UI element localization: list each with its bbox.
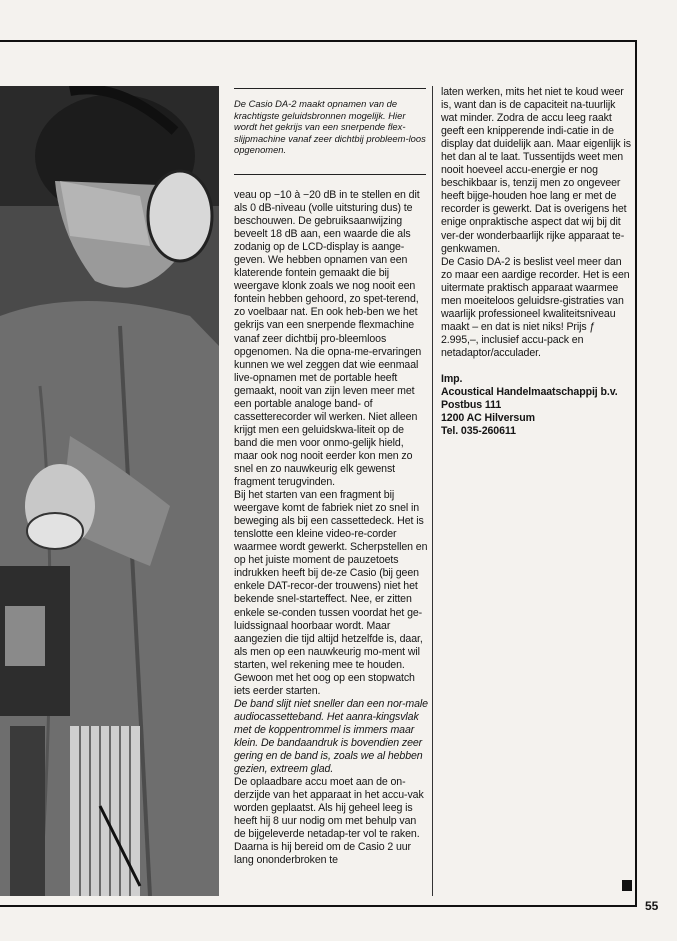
paragraph-italic: De band slijt niet sneller dan een nor-male audiocassetteband. Het aanra-kingsvlak met de koppentrommel is immers maar klein. De bandaandruk is bovendien zeer gering en de band is, zoals we al hebben gezien, extreem glad. [234, 697, 428, 776]
importer-name: Acoustical Handelmaatschappij b.v. [441, 386, 618, 399]
bottom-rule [0, 905, 637, 907]
column-divider [432, 86, 433, 896]
end-of-article-mark [622, 880, 632, 891]
caption-rule-bottom [234, 174, 426, 175]
importer-city: 1200 AC Hilversum [441, 412, 535, 425]
photo-recording-flex-grinder [0, 86, 219, 896]
right-border [635, 40, 637, 907]
article-column-2 [441, 86, 633, 438]
article-column-1 [234, 189, 428, 867]
paragraph: veau op −10 à −20 dB in te stellen en dit als 0 dB-niveau (volle uitsturing dus) te beschouwen. De gebruiksaanwijzing beveelt 18 dB aan, een waarde die als zodanig op de LCD-display is aange-geven. We hebben opnamen van een klaterende fontein gemaakt die bij weergave klonk zoals we nog nooit een fontein hebben gehoord, zo spet-terend, zo voelbaar nat. En ook heb-ben we het gekrijs van een snerpende flexmachine vanaf zeer dichtbij pro-bleemloos opgenomen. Na die opna-me-ervaringen kunnen we wel zeggen dat wie eenmaal live-opnamen met de portable heeft gemaakt, nooit van zijn leven meer met een portable analoge band- of cassetterecorder wil werken. Niet alleen krijgt men een geluidskwa-liteit op de band die men voor onmo-gelijk hield, maar ook nog nooit eerder kon men zo snel en zo nauwkeurig elk gewenst fragment terugvinden. [234, 189, 422, 489]
importer-phone: Tel. 035-260611 [441, 425, 516, 438]
page-number: 55 [645, 899, 659, 913]
paragraph: Bij het starten van een fragment bij weergave komt de fabriek niet zo snel in beweging als bij een cassettedeck. Het is tenslotte een kleine video-re-corder waarmee wordt gewerkt. Scherpstellen en op het juiste moment de pauzetoets indrukken heeft bij de-ze Casio (bij geen enkele DAT-recor-der trouwens) niet het bekende snel-starteffect. Nee, er zitten enkele se-conden tussen voordat het ge-luidssignaal hoorbaar wordt. Maar aangezien die tijd altijd hetzelfde is, daar, als men op een nauwkeurig mo-ment wil starten, wel rekening mee te houden. Gewoon met het oog op een stopwatch iets eerder starten. [234, 489, 428, 697]
top-rule [0, 40, 637, 42]
paragraph: De oplaadbare accu moet aan de on-derzijde van het apparaat in het accu-vak worden geplaatst. Als hij geheel leeg is heeft hij 8 uur nodig om met behulp van de bijgeleverde netadap-ter vol te raken. Daarna is hij bereid om de Casio 2 uur lang ononderbroken te [234, 776, 424, 867]
caption-rule-top [234, 88, 426, 89]
paragraph: laten werken, mits het niet te koud weer is, want dan is de capaciteit na-tuurlijk wat minder. Zodra de accu leeg raakt geeft een knipperende indi-catie in de display dat duidelijk aan. Maar eigenlijk is het dan al te laat. Tussentijds weet men nooit hoeveel accu-energie er nog beschikbaar is, tenzij men zo ongeveer heeft bijge-houden hoe lang er met de recorder is gewerkt. Dat is overigens het enige onpraktische aspect dat wij bij dit ver-der wonderbaarlijk rijke apparaat te-genkwamen. [441, 86, 631, 255]
importer-postbus: Postbus 111 [441, 399, 502, 412]
paragraph: De Casio DA-2 is beslist veel meer dan zo maar een aardige recorder. Het is een uitermate praktisch apparaat waarmee men moeiteloos geluidsre-gistraties van waarlijk professioneel kwaliteitsniveau maakt – en dat is niet niks! Prijs ƒ 2.995,–, inclusief accu-pack en netadaptor/acculader. [441, 255, 630, 359]
photo-caption: De Casio DA-2 maakt opnamen van de krachtigste geluidsbronnen mogelijk. Hier wordt het gekrijs van een snerpende flex-slijpmachine vanaf zeer dichtbij probleem-loos opgenomen. [234, 98, 426, 156]
importer-label: Imp. [441, 372, 463, 385]
importer-address [441, 386, 633, 438]
